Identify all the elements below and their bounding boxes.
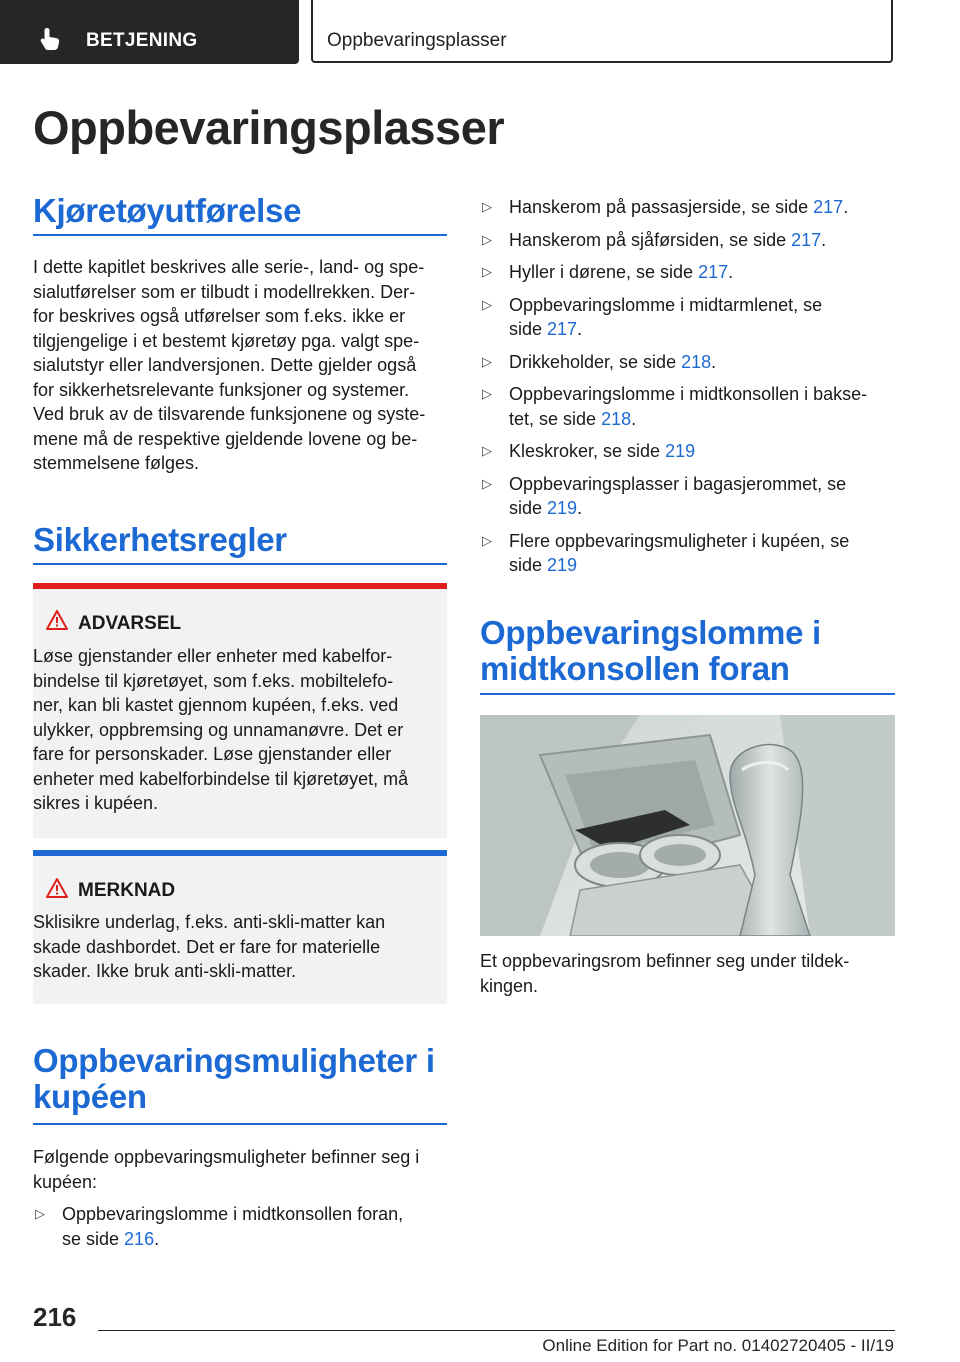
text-line: for sikkerhetsrelevante funksjoner og systemer. xyxy=(33,379,410,400)
midtkonsoll-heading xyxy=(480,615,895,687)
warning-line: Løse gjenstander eller enheter med kabelfor- xyxy=(33,646,393,666)
text-line: sialutførelser som er tilbudt i modellrekken. Der- xyxy=(33,281,416,302)
notice-line: skader. Ikke bruk anti-skli-matter. xyxy=(33,961,297,981)
page-link[interactable]: 218 xyxy=(601,408,632,429)
list-item: ▷ Oppbevaringsplasser i bagasjerommet, se side 219. xyxy=(482,473,847,518)
text-line: tilgjengelige i et bestemt kjøretøy pga. valgt spe- xyxy=(33,330,420,351)
list-item: ▷ Hanskerom på sjåførsiden, se side 217. xyxy=(480,228,895,253)
warning-title: ADVARSEL xyxy=(78,613,182,634)
text-line: sialutstyr eller landversjonen. Dette gjelder også xyxy=(33,355,417,375)
page-link[interactable]: 217 xyxy=(547,319,578,339)
triangle-bullet-icon: ▷ xyxy=(482,386,492,401)
caption-line: Et oppbevaringsrom befinner seg under tildek- xyxy=(480,951,850,971)
heading-line: midtkonsollen foran xyxy=(480,650,790,687)
heading-rule xyxy=(33,1123,447,1125)
heading-line: Oppbevaringsmuligheter i xyxy=(33,1042,435,1079)
page-link[interactable]: 216 xyxy=(124,1228,155,1249)
page-link[interactable]: 218 xyxy=(681,351,712,372)
page-title: Oppbevaringsplasser xyxy=(33,101,505,154)
page-link[interactable]: 219 xyxy=(547,555,578,575)
kjoretoy-text xyxy=(33,255,447,476)
section-label: BETJENING xyxy=(86,30,198,51)
text-line: I dette kapitlet beskrives alle serie-, land- og spe- xyxy=(33,257,425,277)
heading-line: Oppbevaringslomme i xyxy=(480,614,821,651)
list-item: ▷ Oppbevaringslomme i midtarmlenet, se side 217. xyxy=(482,294,823,339)
triangle-bullet-icon: ▷ xyxy=(482,532,492,548)
caption-line: kingen. xyxy=(480,975,539,996)
center-console-illustration xyxy=(480,715,895,936)
intro-line: kupéen: xyxy=(33,1171,98,1192)
footer-rule xyxy=(98,1330,895,1331)
list-item: ▷ Drikkeholder, se side 218. xyxy=(480,350,895,375)
chapter-label: Oppbevaringsplasser xyxy=(327,30,507,51)
notice-line: skade dashbordet. Det er fare for materielle xyxy=(33,936,381,957)
triangle-bullet-icon: ▷ xyxy=(482,475,492,491)
edition-info: Online Edition for Part no. 01402720405 - II/19 xyxy=(542,1336,894,1355)
warning-box xyxy=(33,583,447,838)
chapter-tab xyxy=(311,0,893,63)
sikkerhet-section xyxy=(33,522,447,565)
warning-line: ulykker, oppbremsing og unnamanøvre. Det er xyxy=(33,719,404,740)
warning-line: ner, kan bli kastet gjennom kupéen, f.eks. ved xyxy=(33,695,399,715)
triangle-bullet-icon: ▷ xyxy=(482,199,492,214)
warning-line: sikres i kupéen. xyxy=(33,793,159,813)
kjoretoy-section xyxy=(33,193,447,236)
notice-bar xyxy=(33,850,447,856)
heading-rule xyxy=(33,234,447,236)
page-number: 216 xyxy=(33,1302,77,1332)
triangle-bullet-icon: ▷ xyxy=(482,231,492,247)
list-item: ▷ Flere oppbevaringsmuligheter i kupéen, se side 219 xyxy=(482,530,850,575)
text-line: Ved bruk av de tilsvarende funksjonene og syste- xyxy=(33,404,426,424)
warning-line: bindelse til kjøretøyet, som f.eks. mobiltelefo- xyxy=(33,670,394,691)
heading-rule xyxy=(480,693,895,695)
midtkonsoll-section xyxy=(480,615,895,695)
triangle-bullet-icon: ▷ xyxy=(482,264,492,279)
list-item: ▷ Hanskerom på passasjerside, se side 217. xyxy=(480,195,895,220)
page-link[interactable]: 219 xyxy=(665,441,696,461)
warning-line: enheter med kabelforbindelse til kjøretøyet, må xyxy=(33,768,409,789)
list-item: ▷ Kleskroker, se side 219 xyxy=(480,439,895,464)
triangle-bullet-icon: ▷ xyxy=(482,443,492,458)
list-item: ▷ Oppbevaringslomme i midtkonsollen i bakse- tet, se side 218. xyxy=(482,384,868,429)
page-link[interactable]: 217 xyxy=(791,229,822,250)
warning-triangle-icon xyxy=(45,609,69,631)
heading-rule xyxy=(33,563,447,565)
triangle-bullet-icon: ▷ xyxy=(482,353,492,369)
notice-box xyxy=(33,850,447,1004)
text-line: for beskrives også utførelser som f.eks. ikke er xyxy=(33,306,406,326)
section-tab xyxy=(0,0,299,64)
caption xyxy=(480,949,895,998)
heading-line: kupéen xyxy=(33,1078,147,1115)
notice-line: Sklisikre underlag, f.eks. anti-skli-matter kan xyxy=(33,912,386,932)
muligheter-heading xyxy=(33,1043,447,1115)
sikkerhet-heading: Sikkerhetsregler xyxy=(33,521,287,558)
warning-line: fare for personskader. Løse gjenstander eller xyxy=(33,744,392,764)
text-line: mene må de respektive gjeldende lovene og be- xyxy=(33,428,418,449)
text-line: stemmelsene følges. xyxy=(33,453,200,473)
warning-bar xyxy=(33,583,447,589)
list-item: ▷ Oppbevaringslomme i midtkonsollen foran, se side 216. xyxy=(35,1204,404,1249)
kjoretoy-heading: Kjøretøyutførelse xyxy=(33,192,302,229)
hand-touch-icon xyxy=(38,26,64,52)
warning-triangle-icon xyxy=(45,877,69,899)
muligheter-section xyxy=(33,1043,447,1251)
intro-line: Følgende oppbevaringsmuligheter befinner seg i xyxy=(33,1147,420,1167)
page-link[interactable]: 217 xyxy=(698,262,729,282)
notice-title: MERKNAD xyxy=(78,880,176,901)
page-link[interactable]: 219 xyxy=(547,498,578,518)
page-link[interactable]: 217 xyxy=(813,197,844,217)
triangle-bullet-icon: ▷ xyxy=(35,1206,45,1221)
triangle-bullet-icon: ▷ xyxy=(482,296,492,312)
list-item: ▷ Hyller i dørene, se side 217. xyxy=(480,260,895,285)
muligheter-list-continued xyxy=(480,195,895,578)
